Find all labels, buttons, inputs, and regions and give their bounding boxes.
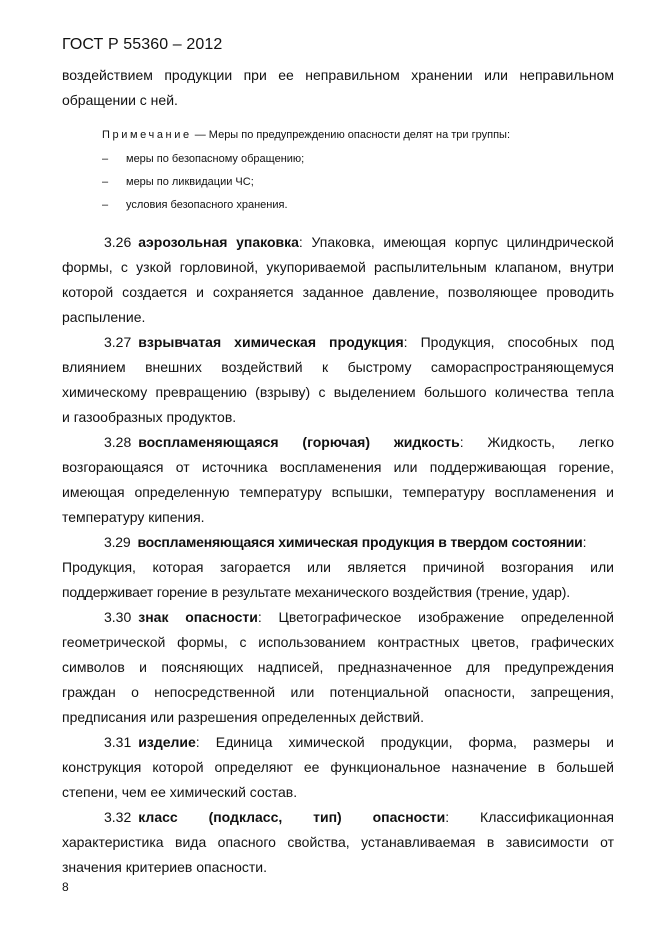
clause-number: 3.28 <box>104 434 132 450</box>
term: взрывчатая химическая продукция <box>138 334 404 350</box>
intro-line: обращении с ней. <box>62 92 178 108</box>
definition-text: : Упаковка, имеющая корпус цилиндрической <box>298 234 614 250</box>
definition-line: распыление. <box>62 309 146 325</box>
note-label: Примечание <box>102 129 192 141</box>
definition-line: степени, чем ее химический состав. <box>62 784 298 800</box>
term: изделие <box>138 734 196 750</box>
clause-number: 3.31 <box>104 734 132 750</box>
note-item: условия безопасного хранения. <box>126 199 288 211</box>
definition-line: возгорающаяся от источника воспламенения или поддерживающая горение, <box>62 459 614 475</box>
clause-number: 3.26 <box>104 234 132 250</box>
definition-line: поддерживает горение в результате механического воздействия (трение, удар). <box>62 584 570 600</box>
bullet-dash: – <box>102 199 109 211</box>
definition-line: символов и поясняющих надписей, предназначенное для предупреждения <box>62 659 614 675</box>
definition-3-30-first-line <box>104 609 614 626</box>
definition-text: : <box>582 534 587 550</box>
definition-text: : Единица химической продукции, форма, размеры и <box>195 734 614 750</box>
definition-3-28-first-line <box>104 434 614 451</box>
clause-number: 3.27 <box>104 334 132 350</box>
definition-line: формы, с узкой горловиной, укупориваемой распылительным клапаном, внутри <box>62 259 614 275</box>
definition-line: предписания или разрешения определенных действий. <box>62 709 425 725</box>
note-text: — Меры по предупреждению опасности делят на три группы: <box>191 129 511 141</box>
intro-line: воздействием продукции при ее неправильном хранении или неправильном <box>62 67 614 83</box>
definition-3-27-first-line <box>104 334 614 351</box>
definition-text: : Жидкость, легко <box>459 434 614 450</box>
definition-line: характеристика вида опасного свойства, устанавливаемая в зависимости от <box>62 834 614 850</box>
term: аэрозольная упаковка <box>138 234 299 250</box>
definition-line: значения критериев опасности. <box>62 859 268 875</box>
definition-line: влиянием внешних воздействий к быстрому самораспространяющемуся <box>62 359 614 375</box>
document-header: ГОСТ Р 55360 – 2012 <box>62 36 223 53</box>
definition-line: граждан о непосредственной или потенциальной опасности, запрещения, <box>62 684 614 700</box>
clause-number: 3.30 <box>104 609 132 625</box>
note-item: меры по ликвидации ЧС; <box>126 176 254 188</box>
page-number: 8 <box>62 880 69 894</box>
definition-line: имеющая определенную температуру вспышки, температуру воспламенения и <box>62 484 614 500</box>
term: знак опасности <box>138 609 258 625</box>
definition-line: химическому превращению (взрыву) с выделением большого количества тепла <box>62 384 614 400</box>
definition-line: которой создается и сохраняется заданное давление, позволяющее проводить <box>62 284 614 300</box>
definition-3-32-first-line <box>104 809 614 826</box>
definition-3-26-first-line <box>104 234 614 251</box>
definition-3-29-first-line <box>104 534 614 551</box>
definition-line: температуру кипения. <box>62 509 205 525</box>
definition-line: и газообразных продуктов. <box>62 409 237 425</box>
note-heading <box>102 129 510 141</box>
definition-text: : Продукция, способных под <box>403 334 615 350</box>
clause-number: 3.29 <box>104 534 131 550</box>
bullet-dash: – <box>102 176 109 188</box>
clause-number: 3.32 <box>104 809 132 825</box>
definition-text: : Цветографическое изображение определенной <box>257 609 615 625</box>
note-item: меры по безопасному обращению; <box>126 153 305 165</box>
definition-line: Продукция, которая загорается или является причиной возгорания или <box>62 559 614 575</box>
term: воспламеняющаяся химическая продукция в твердом состоянии <box>137 534 583 550</box>
definition-text: : Классификационная <box>445 809 614 825</box>
definition-3-31-first-line <box>104 734 614 751</box>
bullet-dash: – <box>102 153 109 165</box>
definition-line: геометрической формы, с использованием контрастных цветов, графических <box>62 634 614 650</box>
term: класс (подкласс, тип) опасности <box>138 809 446 825</box>
term: воспламеняющаяся (горючая) жидкость <box>138 434 460 450</box>
definition-line: конструкция которой определяют ее функциональное назначение в большей <box>62 759 614 775</box>
